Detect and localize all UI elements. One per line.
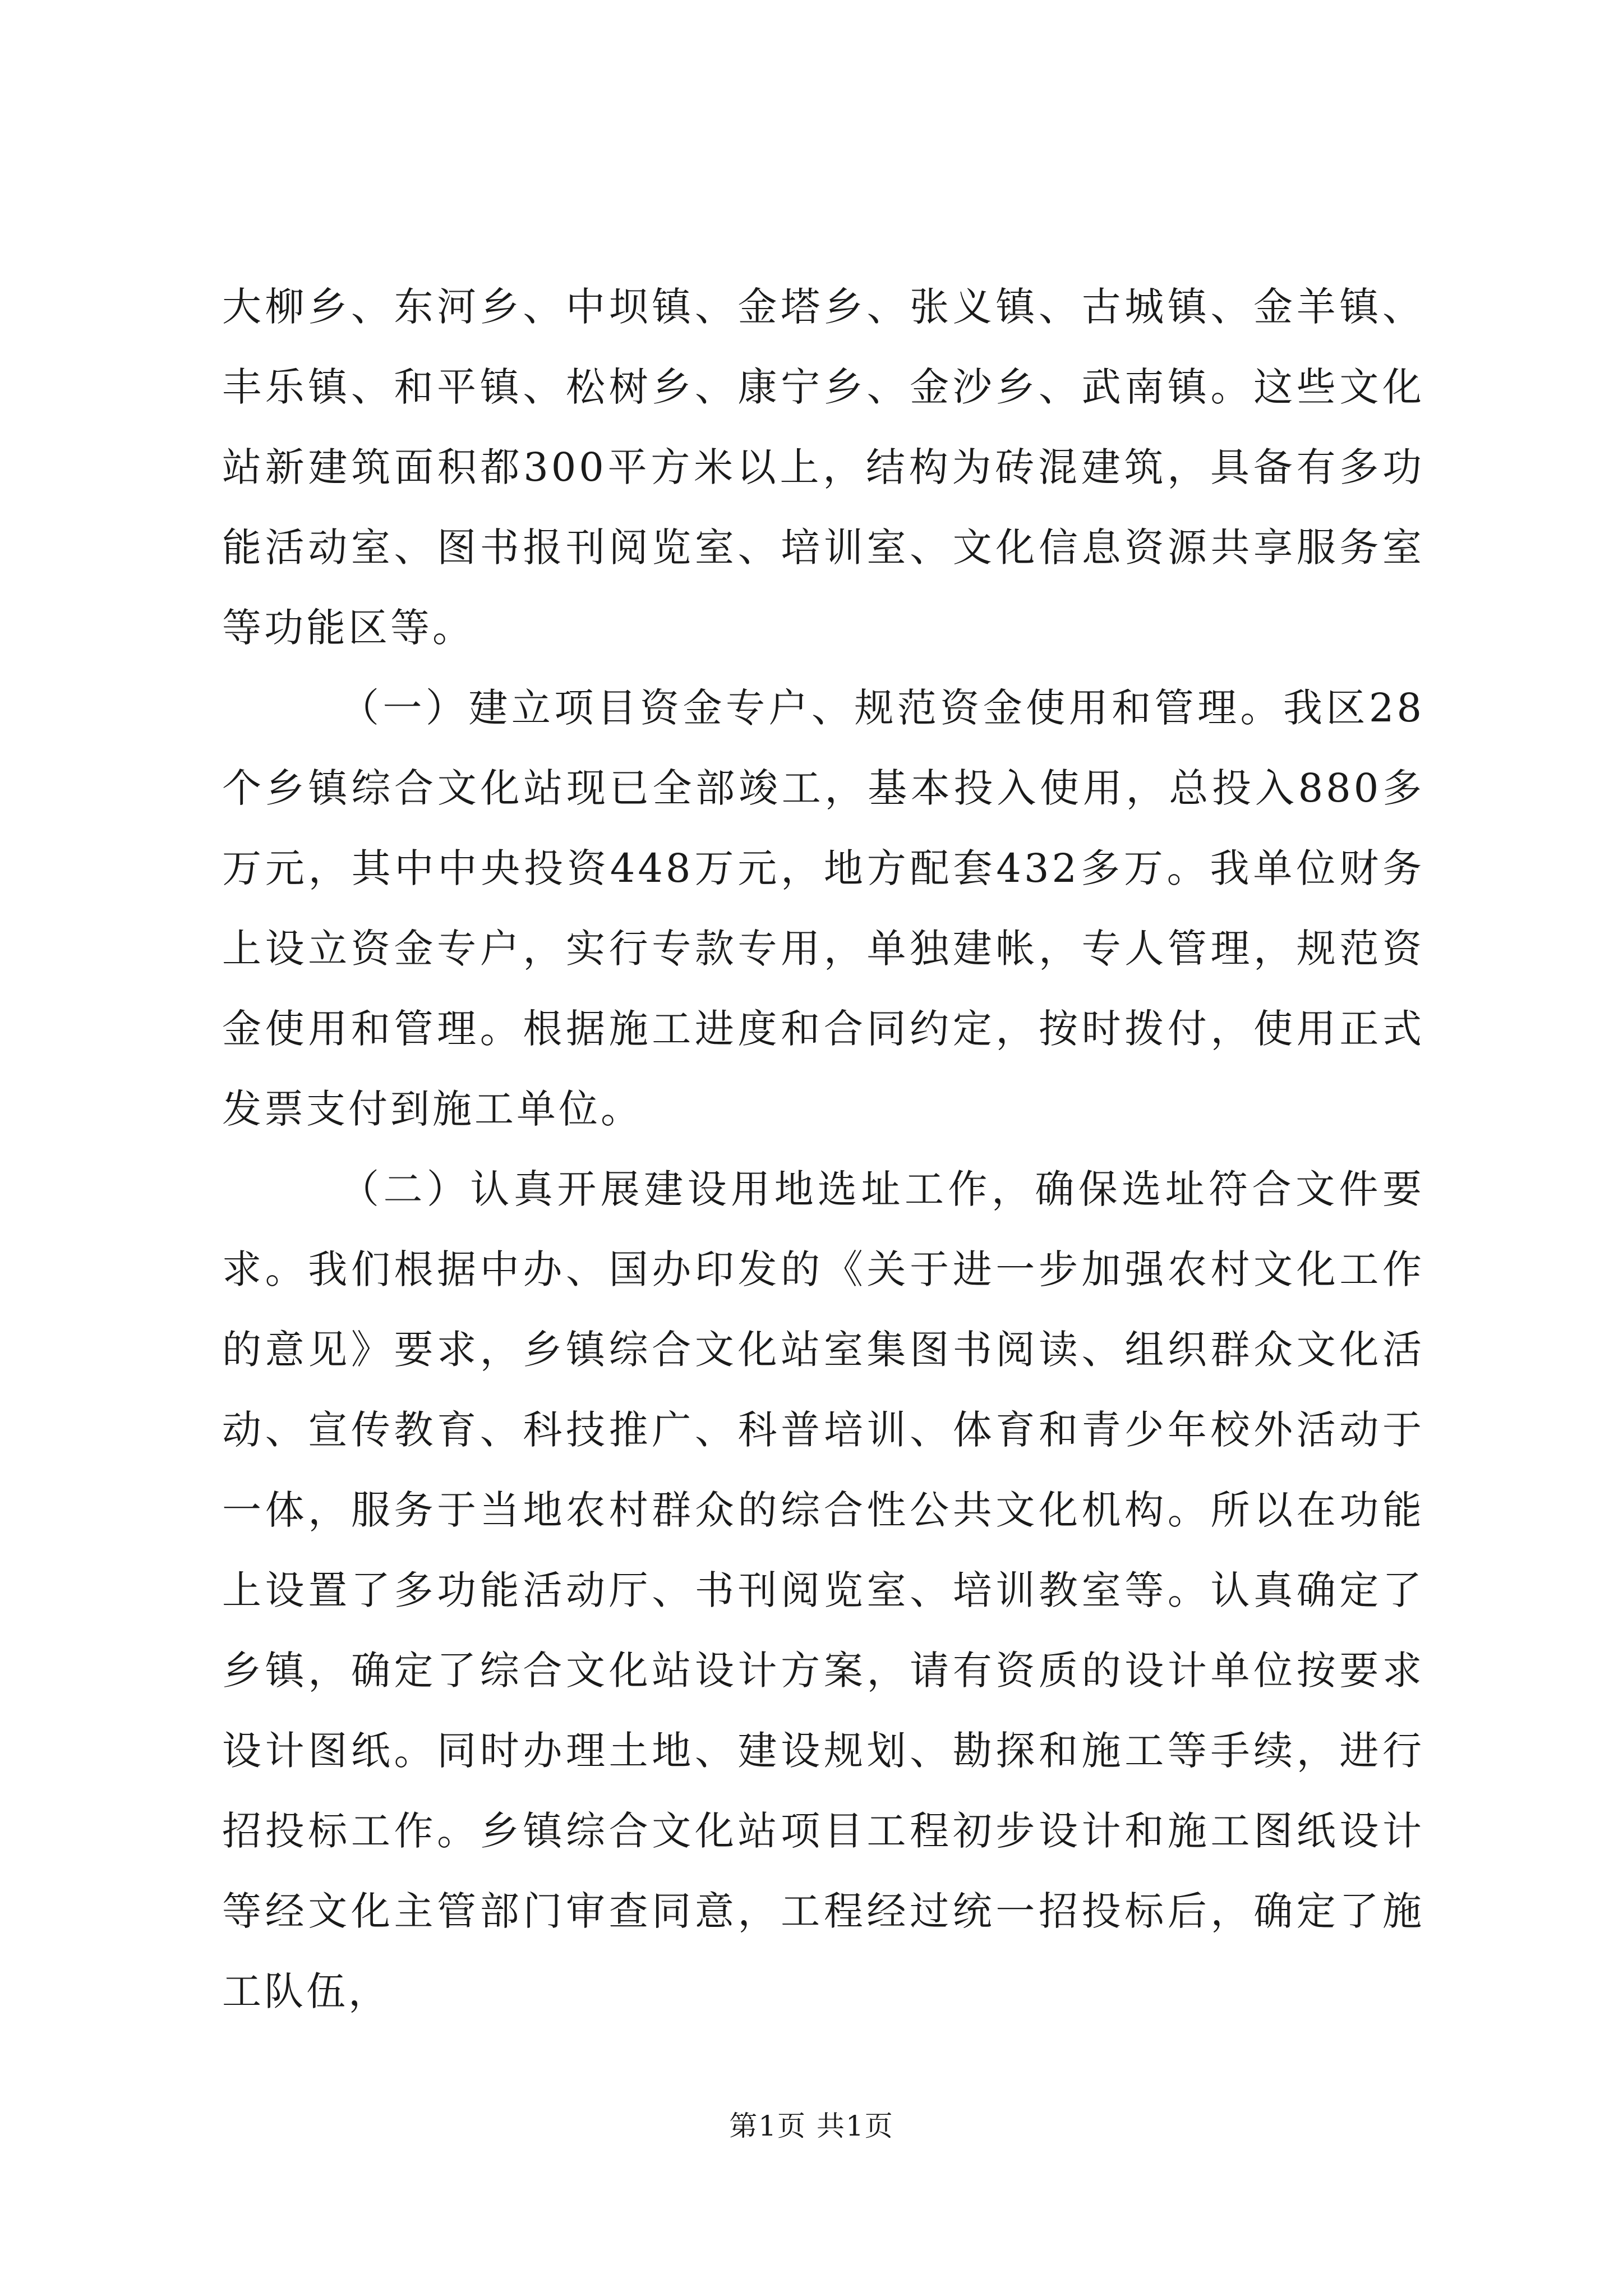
document-body [222, 267, 1424, 2032]
page-footer: 第1页 共1页 [729, 2110, 894, 2142]
paragraph-section-two: （二）认真开展建设用地选址工作，确保选址符合文件要求。我们根据中办、国办印发的《关于进一步加强农村文化工作的意见》要求，乡镇综合文化站室集图书阅读、组织群众文化活动、宣传教育、科技推广、科普培训、体育和青少年校外活动于一体，服务于当地农村群众的综合性公共文化机构。所以在功能上设置了多功能活动厅、书刊阅览室、培训教室等。认真确定了乡镇，确定了综合文化站设计方案，请有资质的设计单位按要求设计图纸。同时办理土地、建设规划、勘探和施工等手续，进行招投标工作。乡镇综合文化站项目工程初步设计和施工图纸设计等经文化主管部门审查同意，工程经过统一招投标后，确定了施工队伍， [222, 1166, 1424, 2014]
paragraph-section-one: （一）建立项目资金专户、规范资金使用和管理。我区28个乡镇综合文化站现已全部竣工，基本投入使用，总投入880多万元，其中中央投资448万元，地方配套432多万。我单位财务上设立资金专户，实行专款专用，单独建帐，专人管理，规范资金使用和管理。根据施工进度和合同约定，按时拨付，使用正式发票支付到施工单位。 [222, 685, 1424, 1132]
paragraph-town-list: 大柳乡、东河乡、中坝镇、金塔乡、张义镇、古城镇、金羊镇、丰乐镇、和平镇、松树乡、康宁乡、金沙乡、武南镇。这些文化站新建筑面积都300平方米以上，结构为砖混建筑，具备有多功能活动室、图书报刊阅览室、培训室、文化信息资源共享服务室等功能区等。 [222, 284, 1424, 651]
